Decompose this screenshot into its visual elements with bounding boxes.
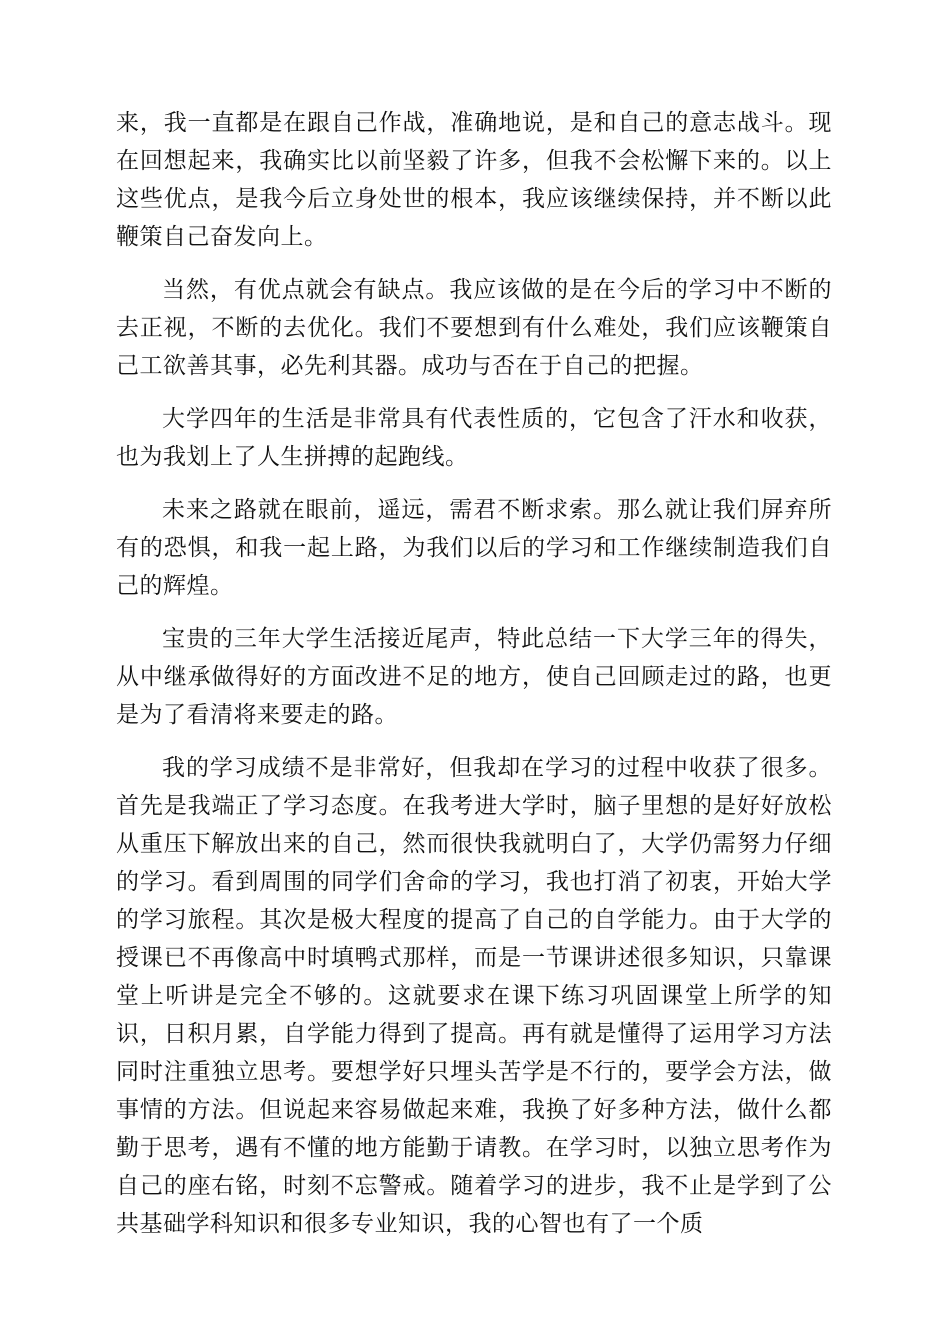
paragraph-three-years-summary: 宝贵的三年大学生活接近尾声，特此总结一下大学三年的得失，从中继承做得好的方面改进不足的地方，使自己回顾走过的路，也更是为了看清将来要走的路。 [116, 626, 832, 728]
paragraph-strengths-weaknesses: 当然，有优点就会有缺点。我应该做的是在今后的学习中不断的去正视，不断的去优化。我们不要想到有什么难处，我们应该鞭策自己工欲善其事，必先利其器。成功与否在于自己的把握。 [116, 277, 832, 379]
document-page [116, 104, 832, 1258]
paragraph-future-road: 未来之路就在眼前，遥远，需君不断求索。那么就让我们屏弃所有的恐惧，和我一起上路，为我们以后的学习和工作继续制造我们自己的辉煌。 [116, 497, 832, 599]
paragraph-continued: 来，我一直都是在跟自己作战，准确地说，是和自己的意志战斗。现在回想起来，我确实比以前坚毅了许多，但我不会松懈下来的。以上这些优点，是我今后立身处世的根本，我应该继续保持，并不断以此鞭策自己奋发向上。 [116, 110, 832, 250]
paragraph-study: 我的学习成绩不是非常好，但我却在学习的过程中收获了很多。首先是我端正了学习态度。在我考进大学时，脑子里想的是好好放松从重压下解放出来的自己，然而很快我就明白了，大学仍需努力仔细的学习。看到周围的同学们舍命的学习，我也打消了初衷，开始大学的学习旅程。其次是极大程度的提高了自己的自学能力。由于大学的授课已不再像高中时填鸭式那样，而是一节课讲述很多知识，只靠课堂上听讲是完全不够的。这就要求在课下练习巩固课堂上所学的知识，日积月累，自学能力得到了提高。再有就是懂得了运用学习方法同时注重独立思考。要想学好只埋头苦学是不行的，要学会方法，做事情的方法。但说起来容易做起来难，我换了好多种方法，做什么都勤于思考，遇有不懂的地方能勤于请教。在学习时，以独立思考作为自己的座右铭，时刻不忘警戒。随着学习的进步，我不止是学到了公共基础学科知识和很多专业知识，我的心智也有了一个质 [116, 755, 832, 1237]
paragraph-four-years: 大学四年的生活是非常具有代表性质的，它包含了汗水和收获，也为我划上了人生拼搏的起跑线。 [116, 406, 832, 470]
